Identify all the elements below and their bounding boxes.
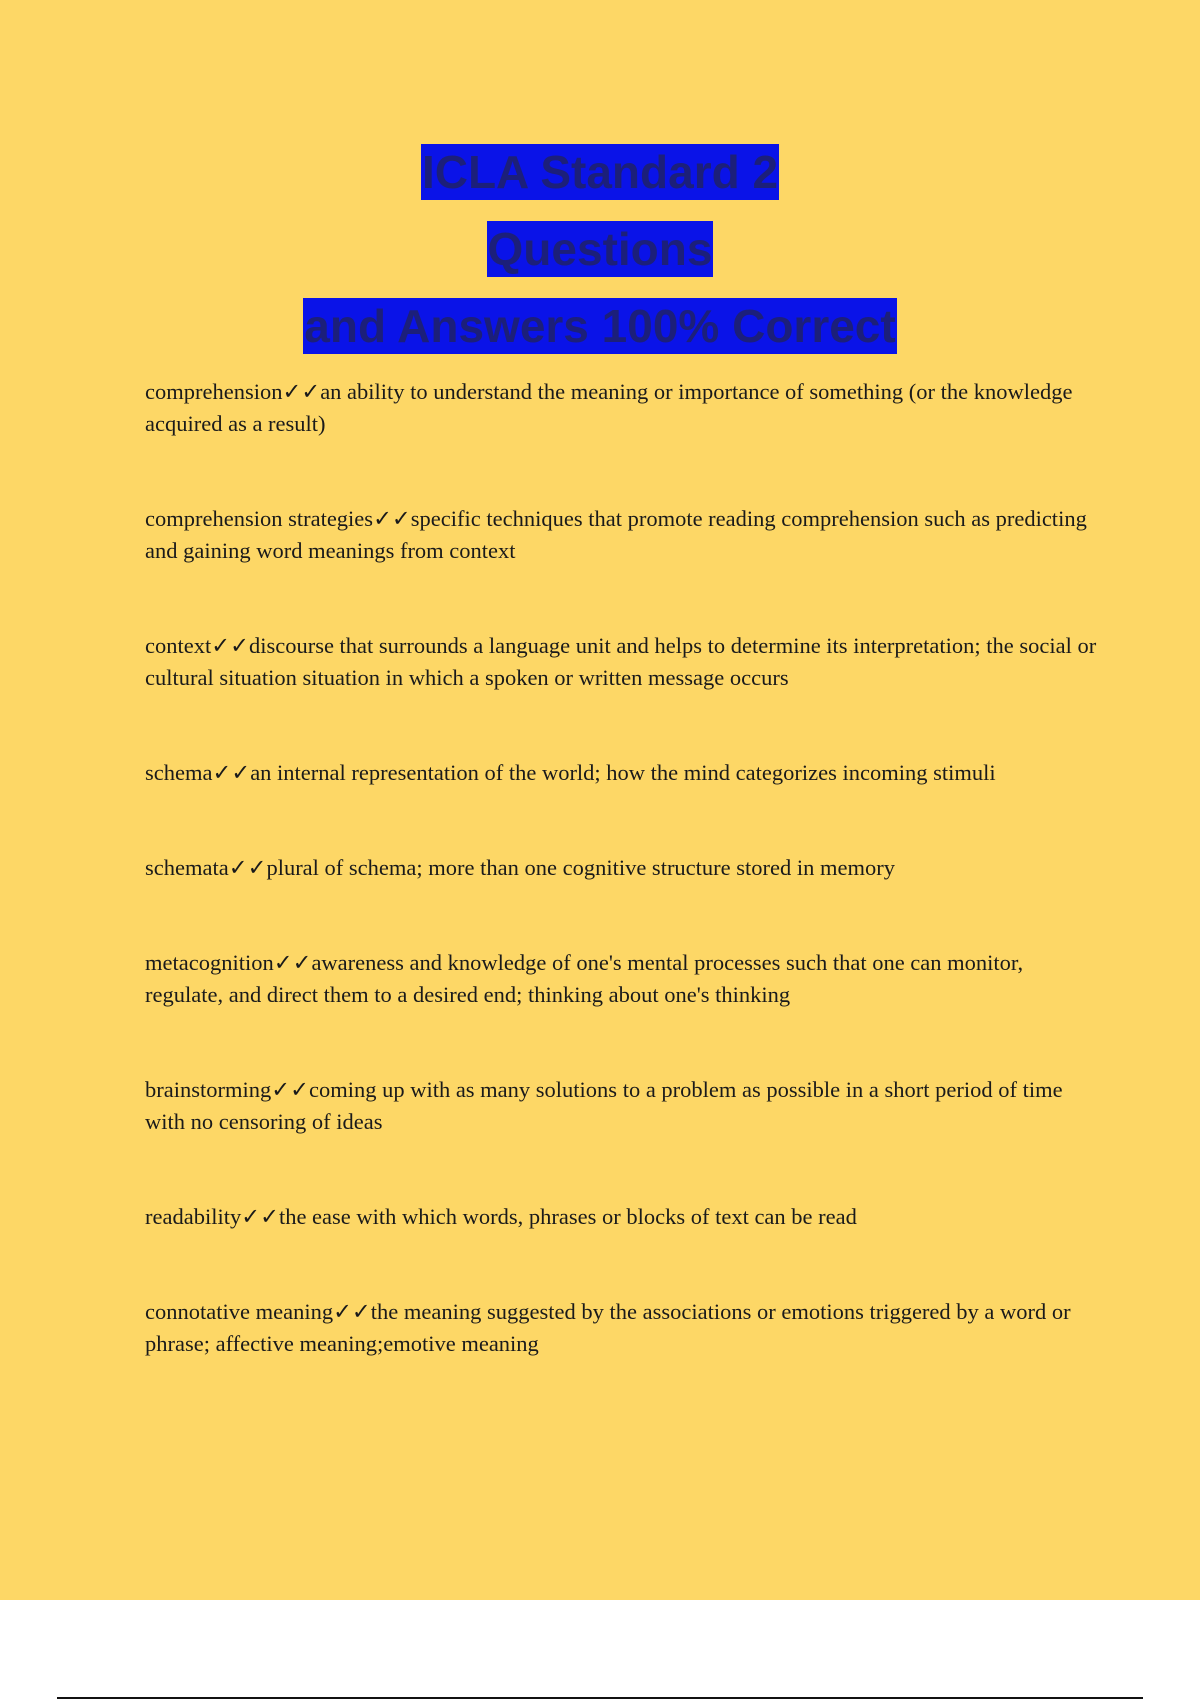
glossary-list [145, 376, 1105, 1423]
entry-definition: the ease with which words, phrases or blocks of text can be read [278, 1204, 857, 1229]
glossary-entry [145, 1201, 1105, 1233]
entry-term: comprehension strategies [145, 506, 374, 531]
glossary-entry [145, 947, 1105, 1011]
glossary-entry [145, 503, 1105, 567]
entry-definition: awareness and knowledge of one's mental processes such that one can monitor, regulate, and direct them to a desired end; thinking about one's thinking [145, 950, 1024, 1007]
check-marks-icon: ✓✓ [241, 1204, 279, 1229]
entry-definition: an internal representation of the world; how the mind categorizes incoming stimuli [250, 760, 996, 785]
check-marks-icon: ✓✓ [282, 379, 321, 404]
glossary-entry [145, 757, 1105, 789]
glossary-entry [145, 376, 1105, 440]
check-marks-icon: ✓✓ [211, 633, 249, 658]
check-marks-icon: ✓✓ [228, 855, 267, 880]
entry-definition: specific techniques that promote reading comprehension such as predicting and gaining word meanings from context [145, 506, 1087, 563]
entry-definition: coming up with as many solutions to a problem as possible in a short period of time with no censoring of ideas [145, 1077, 1063, 1134]
check-marks-icon: ✓✓ [273, 950, 312, 975]
glossary-entry [145, 852, 1105, 884]
entry-definition: discourse that surrounds a language unit and helps to determine its interpretation; the social or cultural situation situation in which a spoken or written message occurs [145, 633, 1097, 690]
entry-term: comprehension [145, 379, 283, 404]
glossary-entry [145, 1296, 1105, 1360]
entry-definition: the meaning suggested by the associations or emotions triggered by a word or phrase; affective meaning;emotive meaning [145, 1299, 1071, 1356]
entry-definition: an ability to understand the meaning or importance of something (or the knowledge acquired as a result) [145, 379, 1073, 436]
entry-term: context [145, 633, 212, 658]
entry-term: schema [145, 760, 213, 785]
entry-definition: plural of schema; more than one cognitive structure stored in memory [266, 855, 895, 880]
entry-term: connotative meaning [145, 1299, 334, 1324]
entry-term: readability [145, 1204, 242, 1229]
footer-divider [57, 1697, 1143, 1699]
entry-term: schemata [145, 855, 229, 880]
glossary-entry [145, 630, 1105, 694]
title-line-2: Questions [487, 223, 713, 275]
title-line-3: and Answers 100% Correct [304, 300, 896, 352]
document-title [0, 144, 1200, 375]
entry-term: metacognition [145, 950, 274, 975]
glossary-entry [145, 1074, 1105, 1138]
entry-term: brainstorming [145, 1077, 272, 1102]
check-marks-icon: ✓✓ [271, 1077, 309, 1102]
check-marks-icon: ✓✓ [212, 760, 251, 785]
check-marks-icon: ✓✓ [373, 506, 411, 531]
title-line-1: ICLA Standard 2 [421, 146, 779, 198]
check-marks-icon: ✓✓ [333, 1299, 371, 1324]
